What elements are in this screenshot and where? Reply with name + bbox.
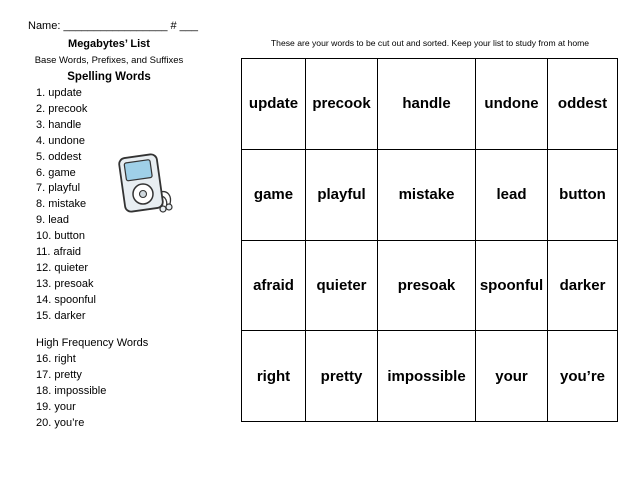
list-item: 18. impossible [36, 384, 107, 397]
list-item: 19. your [36, 400, 76, 413]
name-line: Name: _________________ # ___ [28, 20, 199, 32]
word-card: right [242, 331, 306, 422]
table-row [242, 240, 618, 331]
list-item: 4. undone [36, 134, 85, 147]
list-item: 6. game [36, 166, 76, 179]
word-card: update [242, 59, 306, 150]
word-card: impossible [378, 331, 476, 422]
high-frequency-title: High Frequency Words [36, 337, 149, 349]
media-player-icon [116, 152, 178, 214]
list-item: 2. precook [36, 102, 88, 115]
list-item: 20. you’re [36, 416, 85, 429]
word-card: quieter [306, 240, 378, 331]
list-item: 12. quieter [36, 261, 88, 274]
word-card: precook [306, 59, 378, 150]
list-item: 7. playful [36, 182, 81, 195]
instructions-text: These are your words to be cut out and sorted. Keep your list to study from at home [270, 38, 590, 48]
word-card: handle [378, 59, 476, 150]
list-item: 3. handle [36, 118, 82, 131]
word-card: spoonful [476, 240, 548, 331]
list-item: 17. pretty [36, 368, 82, 381]
word-card: undone [476, 59, 548, 150]
word-card: afraid [242, 240, 306, 331]
word-card: button [548, 149, 618, 240]
word-card: you’re [548, 331, 618, 422]
list-item: 11. afraid [36, 246, 82, 259]
table-row [242, 331, 618, 422]
list-subtitle: Base Words, Prefixes, and Suffixes [34, 55, 184, 66]
list-item: 9. lead [36, 214, 70, 227]
spelling-word-list [36, 86, 96, 325]
word-card: pretty [306, 331, 378, 422]
table-row [242, 149, 618, 240]
word-card: playful [306, 149, 378, 240]
list-item: 10. button [36, 230, 85, 243]
word-card: presoak [378, 240, 476, 331]
word-card: lead [476, 149, 548, 240]
list-item: 15. darker [36, 309, 86, 322]
list-item: 5. oddest [36, 150, 82, 163]
high-frequency-list [36, 352, 106, 432]
word-card-grid [241, 58, 618, 422]
list-item: 16. right [36, 353, 76, 365]
word-card: mistake [378, 149, 476, 240]
list-item: 14. spoonful [36, 293, 96, 306]
table-row [242, 59, 618, 150]
word-card: your [476, 331, 548, 422]
word-card: game [242, 149, 306, 240]
list-title: Megabytes’ List [68, 38, 150, 50]
list-item: 1. update [36, 87, 82, 99]
spelling-words-title: Spelling Words [67, 71, 151, 83]
list-item: 8. mistake [36, 198, 87, 211]
list-item: 13. presoak [36, 277, 94, 290]
word-card: oddest [548, 59, 618, 150]
word-card: darker [548, 240, 618, 331]
